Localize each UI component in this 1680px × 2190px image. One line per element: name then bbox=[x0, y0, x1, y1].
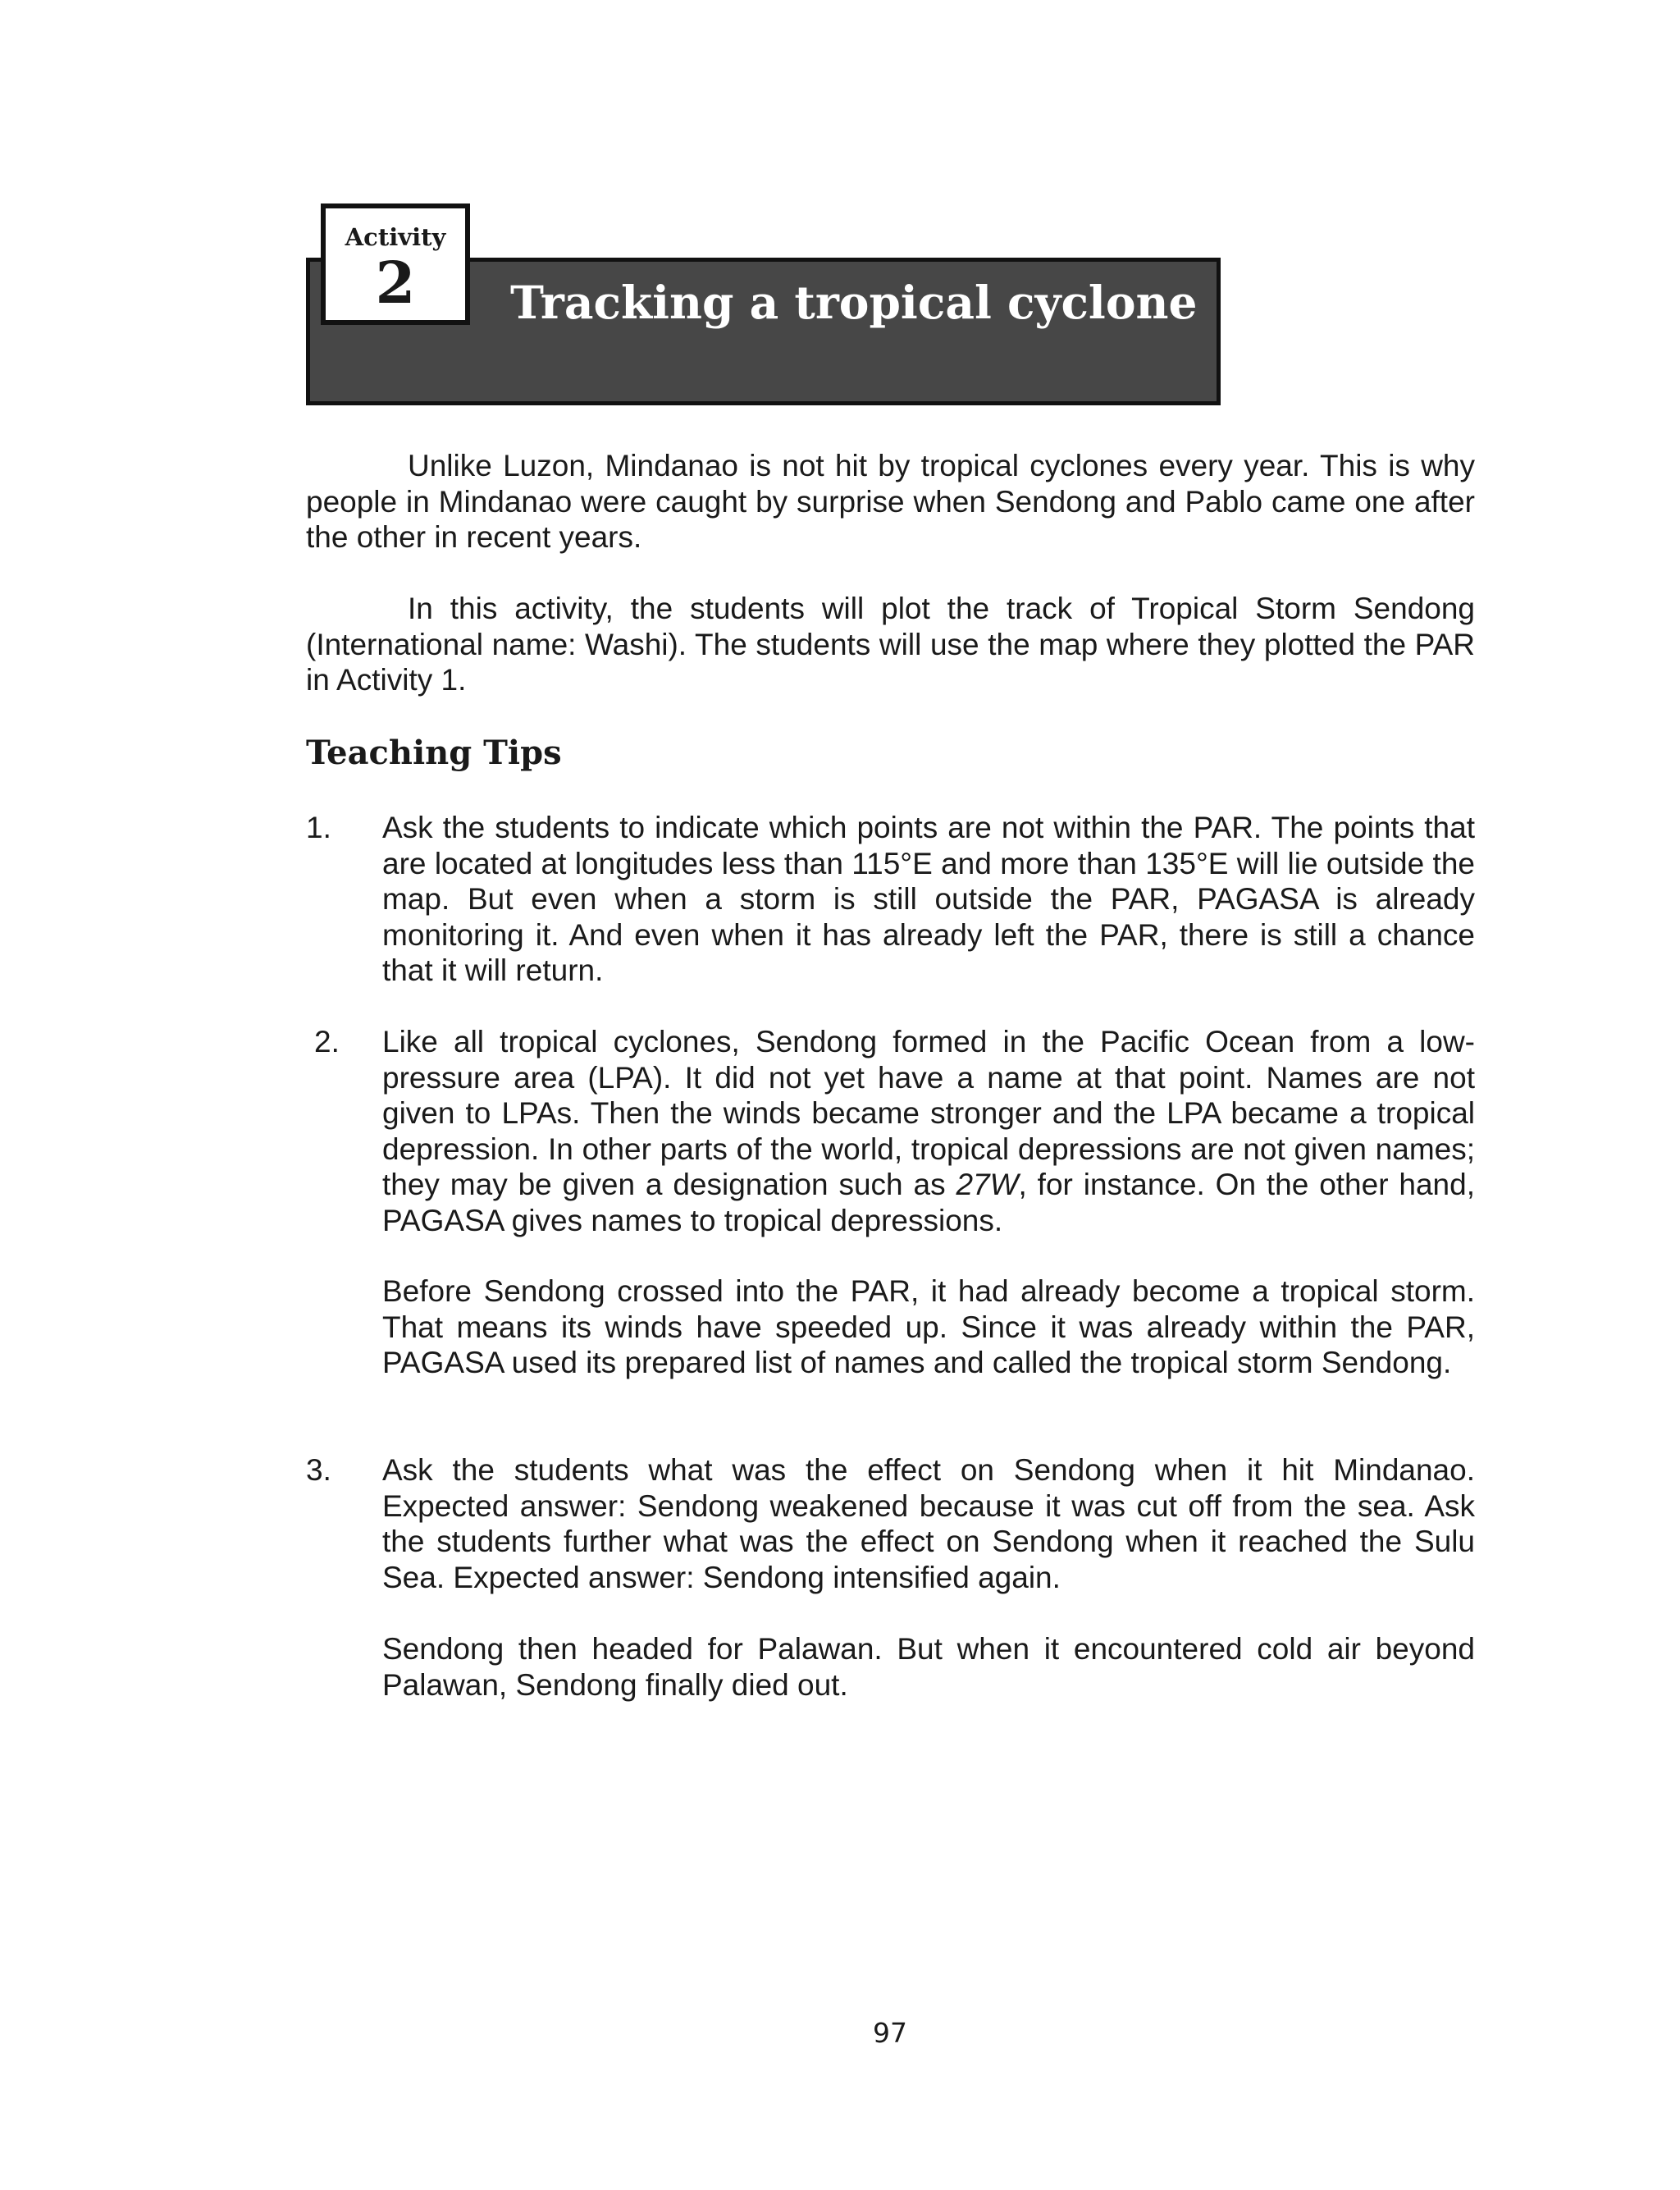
list-item-text: Ask the students to indicate which points are not within the PAR. The points that are located at longitudes less than 115°E and more than 135°E will lie outside the map. But even when a storm is still outside the PAR, PAGASA is already monitoring it. And even when it has already left the PAR, there is still a chance that it will return. bbox=[382, 811, 1475, 987]
list-item-text-part: , for instance. On the other hand, PAGASA gives names to tropical depressions. bbox=[382, 1168, 1475, 1237]
section-heading-teaching-tips: Teaching Tips bbox=[306, 734, 562, 772]
activity-title: Tracking a tropical cyclone bbox=[510, 276, 1198, 329]
designation-example: 27W bbox=[956, 1168, 1019, 1201]
list-item-number: 1. bbox=[306, 811, 331, 844]
intro-paragraph-2: In this activity, the students will plot the track of Tropical Storm Sendong (International name: Washi). The students will use the map where they plotted the PAR in Activity 1. bbox=[306, 592, 1475, 697]
list-item-text-part: Like all tropical cyclones, Sendong formed in the Pacific Ocean from a low-pressure area (LPA). It did not yet have a name at that point. Names are not given to LPAs. Then the winds became stronger and the LPA became a tropical depression. In other parts of the world, tropical depressions are not given names; they may be given a designation such as bbox=[382, 1025, 1475, 1201]
activity-badge bbox=[321, 203, 470, 325]
page-number: 97 bbox=[873, 2017, 907, 2049]
list-item-number: 2. bbox=[314, 1025, 340, 1058]
list-item-text: Ask the students what was the effect on Sendong when it hit Mindanao. Expected answer: Sendong weakened because it was cut off from the sea. Ask the students further what was the effect on Sendong when it reached the Sulu Sea. Expected answer: Sendong intensified again. bbox=[382, 1453, 1475, 1594]
list-item-followup: Before Sendong crossed into the PAR, it had already become a tropical storm. That means its winds have speeded up. Since it was already within the PAR, PAGASA used its prepared list of names and called the tropical storm Sendong. bbox=[382, 1274, 1475, 1379]
list-item-followup: Sendong then headed for Palawan. But when it encountered cold air beyond Palawan, Sendong finally died out. bbox=[382, 1632, 1475, 1702]
activity-number: 2 bbox=[375, 249, 416, 317]
list-item-text bbox=[382, 1024, 1475, 1238]
intro-paragraph-1: Unlike Luzon, Mindanao is not hit by tropical cyclones every year. This is why people in Mindanao were caught by surprise when Sendong and Pablo came one after the other in recent years. bbox=[306, 449, 1475, 554]
activity-label: Activity bbox=[345, 223, 446, 251]
list-item-number: 3. bbox=[306, 1453, 331, 1487]
